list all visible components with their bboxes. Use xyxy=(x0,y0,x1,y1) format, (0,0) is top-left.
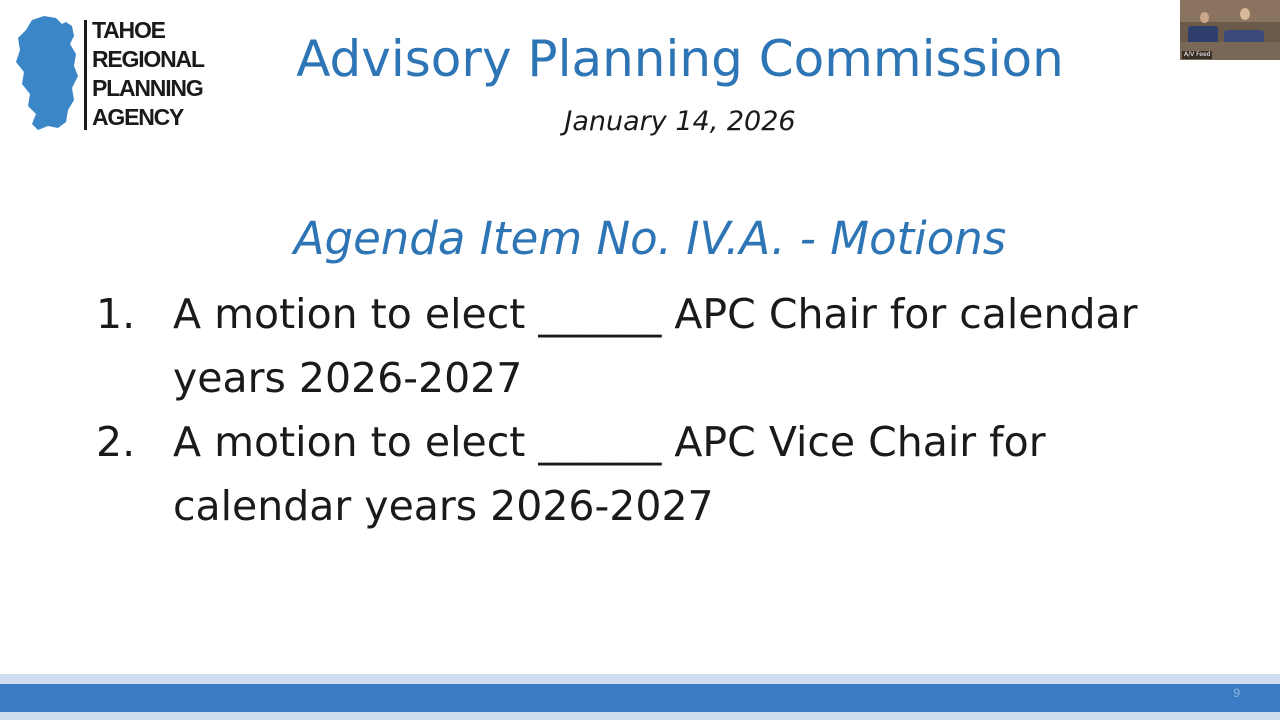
motion-number: 2. xyxy=(96,418,136,466)
webcam-thumbnail[interactable] xyxy=(1180,0,1280,60)
lake-tahoe-shape-icon xyxy=(14,14,80,132)
logo-line: REGIONAL xyxy=(92,46,204,72)
meeting-date: January 14, 2026 xyxy=(564,106,796,137)
footer-accent-top xyxy=(0,674,1280,684)
logo-divider xyxy=(84,20,87,130)
motion-text: A motion to elect ______ APC Vice Chair for calendar years 2026-2027 xyxy=(173,418,1046,530)
motion-text: A motion to elect ______ APC Chair for calendar years 2026-2027 xyxy=(173,290,1138,402)
motions-list xyxy=(96,282,1236,538)
webcam-label: A/V Feed xyxy=(1184,51,1211,58)
logo-line: TAHOE xyxy=(92,17,165,43)
agenda-heading: Agenda Item No. IV.A. - Motions xyxy=(293,212,1007,265)
trpa-logo xyxy=(14,14,214,132)
motion-item xyxy=(96,410,1236,538)
logo-wordmark xyxy=(92,16,204,132)
motion-item xyxy=(96,282,1236,410)
slide-title: Advisory Planning Commission xyxy=(296,30,1064,88)
footer-accent-bottom xyxy=(0,712,1280,720)
slide-number: 9 xyxy=(1233,686,1240,700)
logo-line: AGENCY xyxy=(92,104,184,130)
footer-bar xyxy=(0,684,1280,712)
motion-number: 1. xyxy=(96,290,136,338)
logo-line: PLANNING xyxy=(92,75,203,101)
